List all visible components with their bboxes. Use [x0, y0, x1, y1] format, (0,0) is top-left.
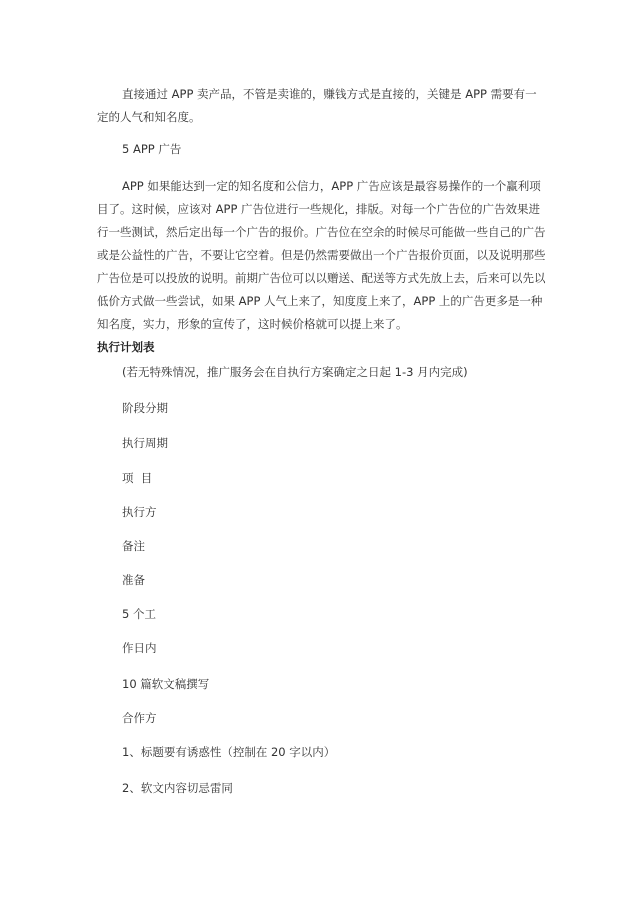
- list-item: 执行周期: [122, 436, 168, 450]
- schedule-note: (若无特殊情况，推广服务会在自执行方案确定之日起 1-3 月内完成): [122, 365, 468, 379]
- list-item: 2、软文内容切忌雷同: [122, 781, 233, 795]
- section-title: 执行计划表: [97, 340, 155, 354]
- list-item: 执行方: [122, 505, 157, 519]
- list-item: 准备: [122, 573, 145, 587]
- paragraph-direct-sales: 直接通过 APP 卖产品，不管是卖谁的，赚钱方式是直接的，关键是 APP 需要有一定的人气和知名度。: [97, 87, 537, 124]
- list-item: 5 个工: [122, 607, 156, 621]
- list-item: 阶段分期: [122, 401, 168, 415]
- paragraph-app-ads: APP 如果能达到一定的知名度和公信力，APP 广告应该是最容易操作的一个赢利项目了。这时候，应该对 APP 广告位进行一些规化，排版。对每一个广告位的广告效果进行一些测试，然后定出每一个广告的报价。广告位在空余的时候尽可能做一些自己的广告或是公益性的广告，不要让它空着。但是仍然需要做出一个广告报价页面，以及说明那些广告位是可以投放的说明。前期广告位可以以赠送、配送等方式先放上去，后来可以先以低价方式做一些尝试，如果 APP 人气上来了，知度度上来了，APP 上的广告更多是一种知名度，实力，形象的宣传了，这时候价格就可以提上来了。: [97, 179, 546, 331]
- list-item: 项 目: [122, 471, 153, 485]
- subheading-app-ads: 5 APP 广告: [122, 142, 182, 156]
- list-item: 备注: [122, 539, 145, 553]
- list-item: 1、标题要有诱惑性（控制在 20 字以内）: [122, 745, 336, 759]
- list-item: 合作方: [122, 711, 157, 725]
- list-item: 10 篇软文稿撰写: [122, 677, 210, 691]
- list-item: 作日内: [122, 641, 157, 655]
